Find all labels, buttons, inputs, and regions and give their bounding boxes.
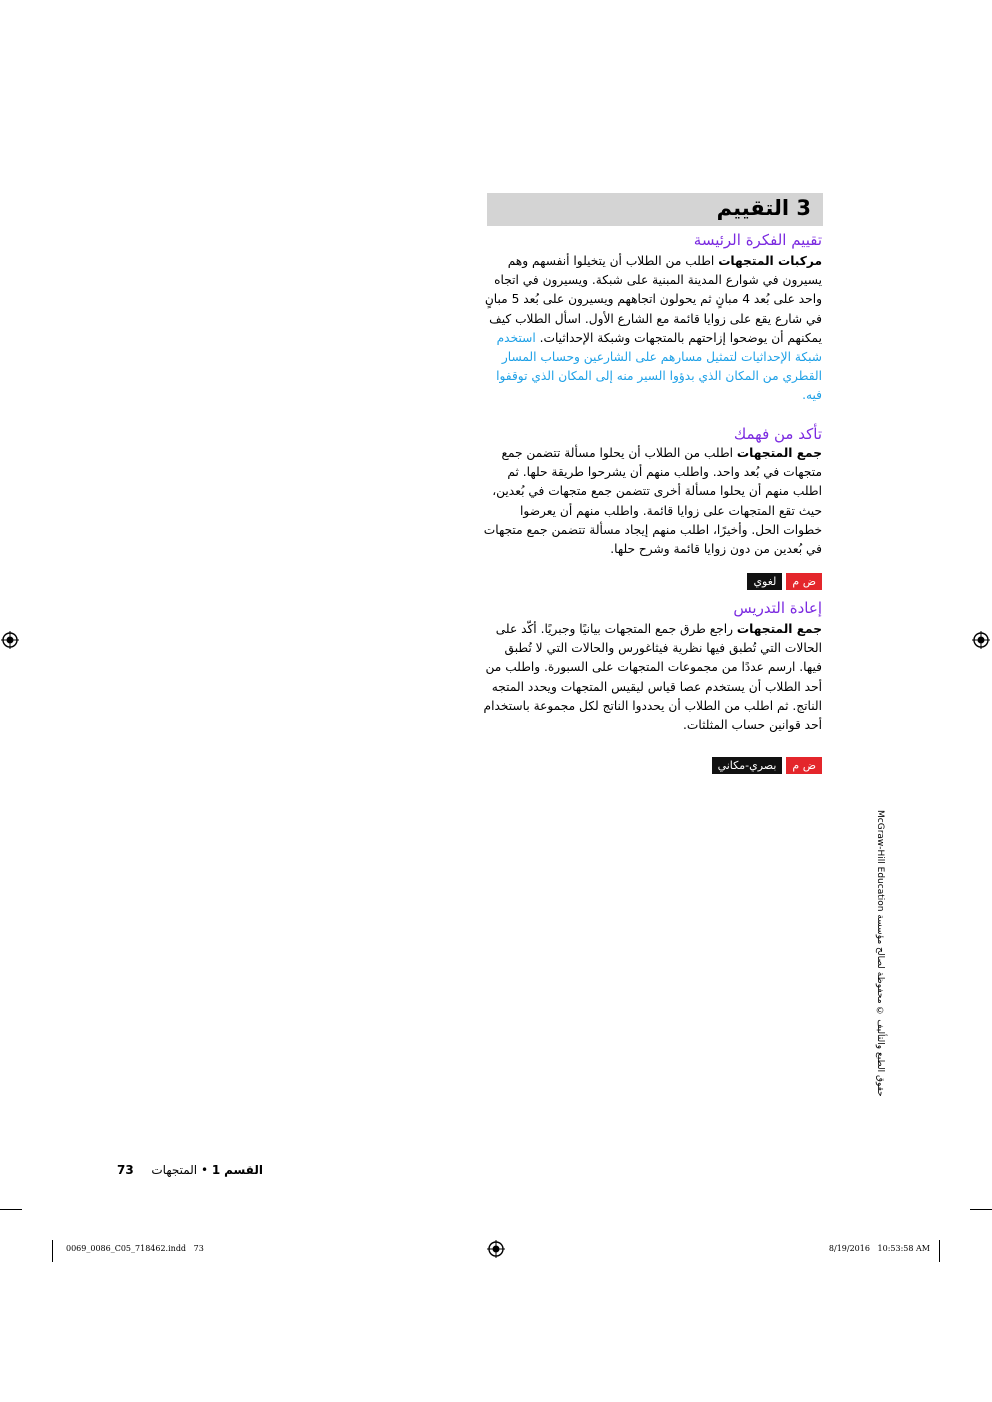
- footer-bullet: •: [200, 1163, 209, 1177]
- assess-teacher-note: استخدم شبكة الإحداثيات لتمثيل مسارهم على الشارعين وحساب المسار القطري من المكان الذي بدؤوا السير منه إلى المكان الذي توقفوا فيه.: [496, 330, 822, 403]
- section-header-number: 3: [796, 196, 811, 220]
- bleed-mark-right: [939, 1240, 940, 1262]
- reteach-body-text: راجع طرق جمع المتجهات بيانيًا وجبريًا. أكّد على الحالات التي تُطبق فيها نظرية فيثاغورس والحالات التي لا تُطبق فيها. ارسم عددًا من مجموعات المتجهات على السبورة. واطلب من أحد الطلاب أن يستخدم عصا قياس ليقيس المتجهات ويحدد المتجه الناتج. ثم اطلب من الطلاب أن يحددوا الناتج لكل مجموعة باستخدام أحد قوانين حساب المثلثات.: [483, 622, 822, 733]
- trim-mark-right: [970, 1209, 992, 1210]
- section-header-bar: [487, 193, 823, 226]
- section-header-title: [717, 196, 811, 220]
- section-number: 1: [211, 1163, 221, 1177]
- assess-paragraph: [482, 252, 822, 406]
- chapter-name: المتجهات: [151, 1163, 198, 1177]
- bleed-mark-left: [52, 1240, 53, 1262]
- reteach-tag-style: بصري-مكاني: [712, 757, 783, 774]
- registration-mark-left-icon: [1, 631, 19, 649]
- page-number: 73: [117, 1163, 134, 1177]
- check-tags: [747, 573, 822, 590]
- check-tag-style: لغوي: [747, 573, 782, 590]
- assess-body-text: اطلب من الطلاب أن يتخيلوا أنفسهم وهم يسيرون في شوارع المدينة المبنية على شبكة. ويسيرون في اتجاه واحد على بُعد 4 مبانٍ ثم يحولون اتجاههم ويسيرون على بُعد 5 مبانٍ في شارع يقع على زوايا قائمة مع الشارع الأول. اسأل الطلاب كيف يمكنهم أن يوضحوا إزاحتهم بالمتجهات وشبكة الإحداثيات.: [484, 254, 822, 345]
- reteach-paragraph: [482, 620, 822, 735]
- page-footer: [117, 1163, 263, 1177]
- section-header-label: التقييم: [716, 196, 790, 220]
- check-paragraph: [482, 444, 822, 559]
- reteach-bold-term: جمع المتجهات: [736, 622, 822, 636]
- registration-mark-right-icon: [972, 631, 990, 649]
- check-bold-term: جمع المتجهات: [736, 446, 822, 460]
- reteach-tag-level: ض م: [786, 757, 822, 774]
- check-tag-level: ض م: [786, 573, 822, 590]
- assess-heading: تقييم الفكرة الرئيسة: [693, 231, 822, 249]
- reteach-tags: [712, 757, 822, 774]
- trim-mark-left: [0, 1209, 22, 1210]
- reteach-heading: إعادة التدريس: [733, 599, 822, 617]
- check-body-text: اطلب من الطلاب أن يحلوا مسألة تتضمن جمع متجهات في بُعد واحد. واطلب منهم أن يشرحوا طريقة حلها. ثم اطلب منهم أن يحلوا مسألة أخرى تتضمن جمع متجهات في بُعدين، حيث تقع المتجهات على زوايا قائمة. واطلب منهم أن يعرضوا خطوات الحل. وأخيرًا، اطلب منهم إيجاد مسألة تتضمن جمع متجهات في بُعدين من دون زوايا قائمة وشرح حلها.: [483, 446, 822, 557]
- assess-bold-term: مركبات المتجهات: [718, 254, 822, 268]
- slug-filename: 0069_0086_C05_718462.indd 73: [66, 1244, 204, 1253]
- section-label: القسم: [224, 1163, 263, 1177]
- registration-mark-bottom-icon: [487, 1240, 505, 1258]
- check-heading: تأكد من فهمك: [733, 425, 822, 443]
- copyright-note: McGraw-Hill Education حقوق الطبع والتأليف © محفوظة لصالح مؤسسة: [875, 810, 885, 1097]
- chapter-label: [151, 1163, 263, 1177]
- slug-timestamp: 8/19/2016 10:53:58 AM: [828, 1244, 930, 1253]
